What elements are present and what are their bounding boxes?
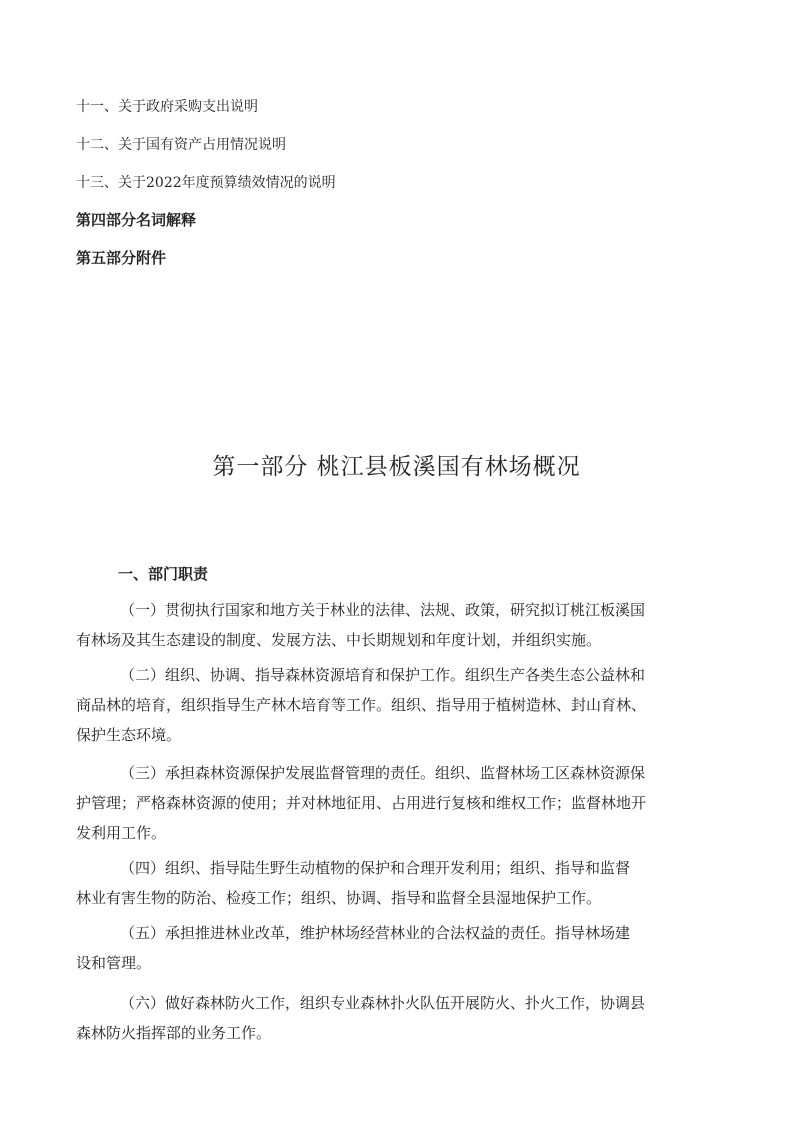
toc-item-12: 十二、关于国有资产占用情况说明 [76, 137, 286, 153]
paragraph-3-line-2: 护管理；严格森林资源的使用；并对林地征用、占用进行复核和维权工作；监督林地开 [76, 794, 647, 812]
paragraph-1 [76, 595, 724, 655]
section-heading: 一、部门职责 [118, 565, 209, 583]
part-title: 第一部分 桃江县板溪国有林场概况 [212, 454, 581, 480]
paragraph-6-line-1: （六）做好森林防火工作，组织专业森林扑火队伍开展防火、扑火工作，协调县 [120, 994, 646, 1012]
paragraph-2-line-1: （二）组织、协调、指导森林资源培育和保护工作。组织生产各类生态公益林和 [120, 666, 646, 684]
paragraph-5-line-2: 设和管理。 [76, 954, 152, 972]
paragraph-1-line-1: （一）贯彻执行国家和地方关于林业的法律、法规、政策，研究拟订桃江板溪国 [120, 601, 646, 619]
paragraph-5-line-1: （五）承担推进林业改革，维护林场经营林业的合法权益的责任。指导林场建 [120, 924, 631, 942]
paragraph-6-line-2: 森林防火指挥部的业务工作。 [76, 1024, 272, 1042]
paragraph-4-line-2: 林业有害生物的防治、检疫工作；组织、协调、指导和监督全县湿地保护工作。 [76, 889, 602, 907]
toc-item-13: 十三、关于2022年度预算绩效情况的说明 [76, 175, 336, 191]
toc-part-4: 第四部分名词解释 [76, 211, 197, 229]
paragraph-2-line-2: 商品林的培育，组织指导生产林木培育等工作。组织、指导用于植树造林、封山育林、 [76, 696, 647, 714]
paragraph-4 [76, 853, 724, 913]
paragraph-2 [76, 660, 724, 750]
toc-item-11: 十一、关于政府采购支出说明 [76, 99, 258, 115]
paragraph-3-line-1: （三）承担森林资源保护发展监督管理的责任。组织、监督林场工区森林资源保 [120, 764, 646, 782]
paragraph-2-line-3: 保护生态环境。 [76, 726, 182, 744]
paragraph-6 [76, 988, 724, 1048]
paragraph-5 [76, 918, 724, 978]
paragraph-4-line-1: （四）组织、指导陆生野生动植物的保护和合理开发利用；组织、指导和监督 [120, 859, 631, 877]
toc-part-5: 第五部分附件 [76, 249, 167, 267]
paragraph-3-line-3: 发利用工作。 [76, 824, 167, 842]
paragraph-1-line-2: 有林场及其生态建设的制度、发展方法、中长期规划和年度计划，并组织实施。 [76, 631, 602, 649]
paragraph-3 [76, 758, 724, 848]
